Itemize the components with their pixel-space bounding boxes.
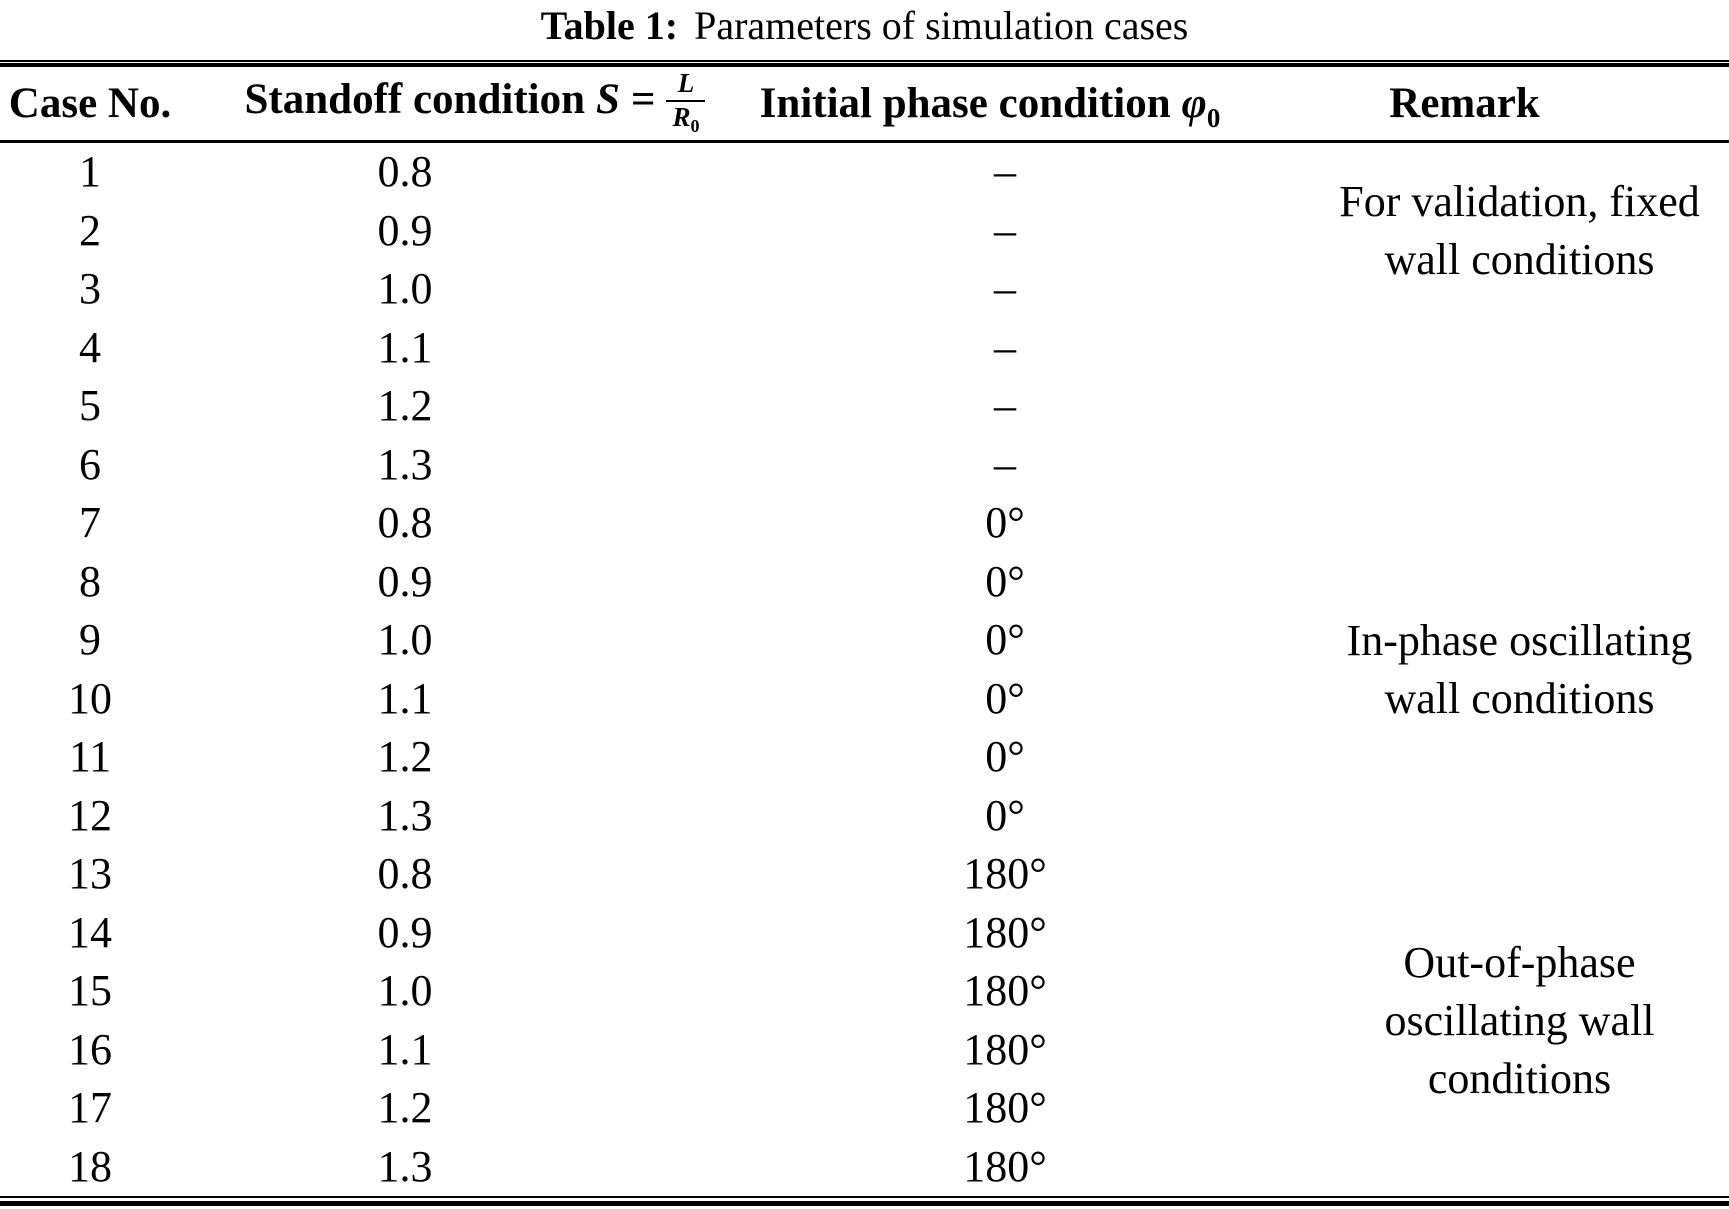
case-no-cell: 11 [68, 732, 112, 782]
case-no-cell: 3 [79, 264, 101, 314]
standoff-cell: 0.8 [377, 498, 433, 548]
phase-subscript: 0 [1206, 103, 1221, 133]
phase-cell: 180° [963, 1141, 1047, 1191]
remark-text: Out-of-phase oscillating wall conditions [1384, 937, 1655, 1103]
remark-text: In-phase oscillating wall conditions [1346, 615, 1693, 723]
case-no-cell: 14 [68, 907, 112, 957]
standoff-cell: 0.9 [377, 205, 433, 255]
remark-cell [1290, 494, 1729, 845]
case-no-cell: 18 [68, 1141, 112, 1191]
phase-cell: – [994, 439, 1016, 489]
equals-sign: = [630, 76, 656, 124]
table-top-rule [0, 60, 1729, 67]
phase-cell: 180° [963, 966, 1047, 1016]
phase-cell: 0° [985, 673, 1025, 723]
simulation-cases-table [0, 67, 1729, 1196]
standoff-fraction [666, 67, 705, 136]
standoff-cell: 0.9 [377, 907, 433, 957]
phase-cell: 180° [963, 1024, 1047, 1074]
table-row [0, 319, 1729, 378]
header-row [0, 67, 1729, 142]
phase-cell: 180° [963, 849, 1047, 899]
phase-cell: – [994, 381, 1016, 431]
standoff-cell: 1.0 [377, 264, 433, 314]
standoff-cell: 0.9 [377, 556, 433, 606]
phase-cell: – [994, 147, 1016, 197]
standoff-cell: 1.3 [377, 439, 433, 489]
table-row [0, 142, 1729, 202]
table-caption-label: Table 1: [540, 3, 679, 48]
header-initial-phase [710, 67, 1290, 142]
case-no-cell: 12 [68, 790, 112, 840]
phase-cell: – [994, 264, 1016, 314]
case-no-cell: 16 [68, 1024, 112, 1074]
case-no-cell: 9 [79, 615, 101, 665]
case-no-cell: 17 [68, 1083, 112, 1133]
case-no-cell: 6 [79, 439, 101, 489]
standoff-cell: 1.0 [377, 966, 433, 1016]
phase-cell: 0° [985, 556, 1025, 606]
case-no-cell: 10 [68, 673, 112, 723]
standoff-cell: 1.1 [377, 673, 433, 723]
phase-header-text: Initial phase condition [759, 80, 1171, 127]
header-standoff-condition [180, 67, 710, 142]
fraction-denominator-subscript: 0 [690, 115, 700, 136]
header-case-no: Case No. [0, 67, 180, 142]
table-caption-text: Parameters of simulation cases [694, 3, 1189, 48]
phase-cell: 0° [985, 498, 1025, 548]
phase-cell: – [994, 322, 1016, 372]
fraction-numerator: L [677, 67, 695, 98]
table-caption [0, 0, 1729, 60]
standoff-cell: 1.3 [377, 790, 433, 840]
table-body [0, 142, 1729, 1197]
case-no-cell: 7 [79, 498, 101, 548]
table-header [0, 67, 1729, 142]
remark-text: For validation, fixed wall conditions [1339, 176, 1700, 284]
header-remark: Remark [1290, 67, 1729, 142]
phase-symbol: φ [1181, 80, 1207, 127]
phase-cell: – [994, 205, 1016, 255]
standoff-cell: 0.8 [377, 849, 433, 899]
fraction-denominator-base: R [672, 101, 691, 132]
remark-cell [1290, 319, 1729, 495]
case-no-cell: 1 [79, 147, 101, 197]
case-no-cell: 8 [79, 556, 101, 606]
phase-cell: 180° [963, 1083, 1047, 1133]
standoff-cell: 1.2 [377, 1083, 433, 1133]
remark-cell [1290, 142, 1729, 319]
phase-cell: 0° [985, 615, 1025, 665]
standoff-header-text: Standoff condition [244, 76, 586, 124]
standoff-cell: 1.1 [377, 322, 433, 372]
standoff-cell: 0.8 [377, 147, 433, 197]
phase-cell: 0° [985, 732, 1025, 782]
bottom-rule-thick-line [0, 1201, 1729, 1206]
phase-cell: 0° [985, 790, 1025, 840]
standoff-cell: 1.0 [377, 615, 433, 665]
standoff-cell: 1.2 [377, 732, 433, 782]
standoff-cell: 1.2 [377, 381, 433, 431]
standoff-cell: 1.1 [377, 1024, 433, 1074]
table-row [0, 845, 1729, 904]
table-bottom-rule [0, 1196, 1729, 1206]
case-no-cell: 2 [79, 205, 101, 255]
standoff-symbol: S [596, 76, 620, 124]
case-no-cell: 15 [68, 966, 112, 1016]
case-no-cell: 13 [68, 849, 112, 899]
phase-cell: 180° [963, 907, 1047, 957]
case-no-cell: 5 [79, 381, 101, 431]
remark-cell [1290, 845, 1729, 1196]
fraction-denominator [666, 100, 705, 136]
case-no-cell: 4 [79, 322, 101, 372]
standoff-cell: 1.3 [377, 1141, 433, 1191]
table-row [0, 494, 1729, 553]
